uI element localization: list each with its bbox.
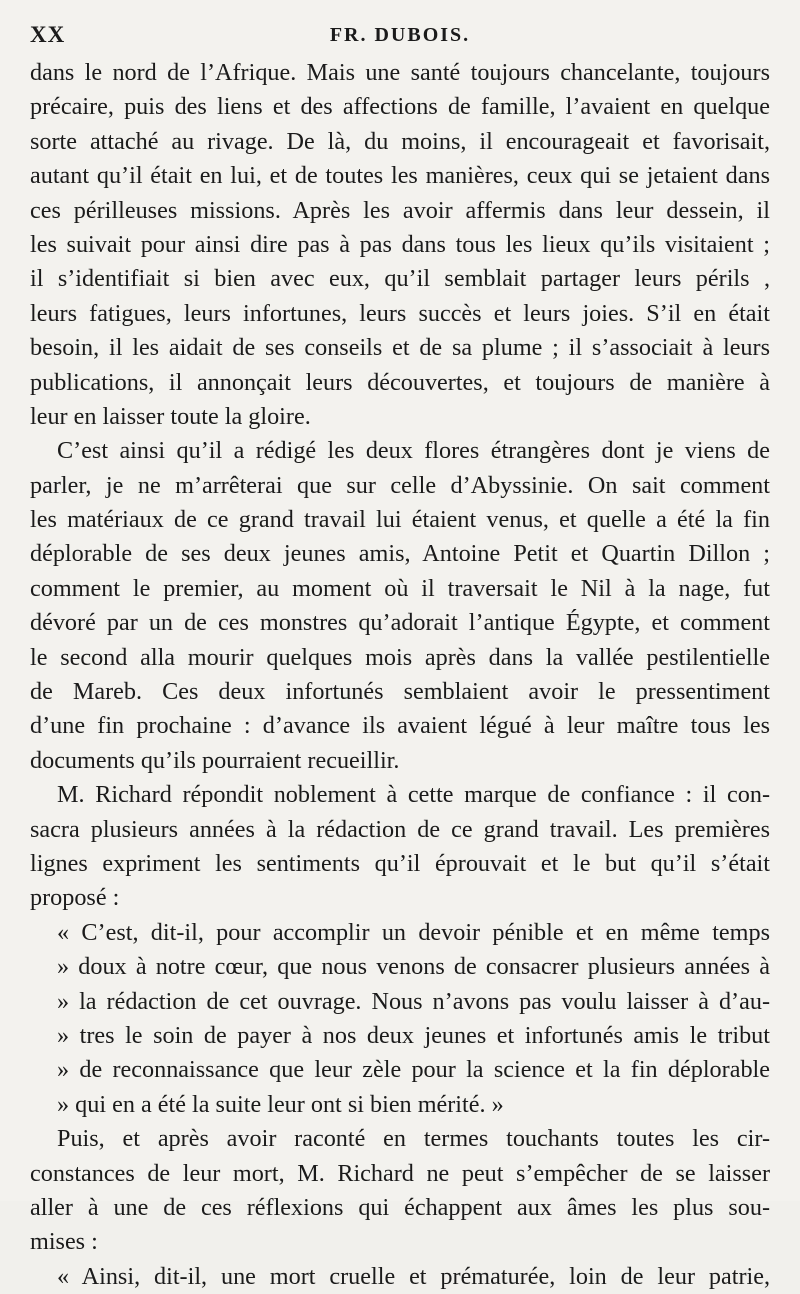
text-line: » tres le soin de payer à nos deux jeunes et infortunés amis le tribut (57, 1021, 770, 1049)
text-line: mises : (30, 1228, 98, 1256)
text-line: déplorable de ses deux jeunes amis, Antoine Petit et Quartin Dillon ; (30, 540, 770, 568)
text-line: « C’est, dit-il, pour accomplir un devoir pénible et en même temps (57, 918, 770, 946)
text-line: autant qu’il était en lui, et de toutes les manières, ceux qui se jetaient dans (30, 162, 770, 190)
page-number: XX (30, 22, 66, 47)
text-line: « Ainsi, dit-il, une mort cruelle et prématurée, loin de leur patrie, (57, 1262, 770, 1290)
text-line: Puis, et après avoir raconté en termes touchants toutes les cir- (57, 1125, 770, 1153)
text-line: d’une fin prochaine : d’avance ils avaient légué à leur maître tous les (30, 712, 770, 740)
text-line: proposé : (30, 884, 120, 912)
text-line: le second alla mourir quelques mois après dans la vallée pestilentielle (30, 643, 770, 671)
running-title: FR. DUBOIS. (329, 24, 471, 46)
text-line: dévoré par un de ces monstres qu’adorait l’antique Égypte, et comment (30, 609, 770, 637)
body-text (30, 56, 770, 1294)
text-line: lignes expriment les sentiments qu’il éprouvait et le but qu’il s’était (30, 849, 770, 877)
text-line: les suivait pour ainsi dire pas à pas dans tous les lieux qu’ils visitaient ; (30, 230, 770, 258)
text-line: » de reconnaissance que leur zèle pour la science et la fin déplorable (57, 1056, 770, 1084)
text-line: comment le premier, au moment où il traversait le Nil à la nage, fut (30, 574, 770, 602)
text-line: » doux à notre cœur, que nous venons de consacrer plusieurs années à (57, 953, 770, 981)
text-line: sorte attaché au rivage. De là, du moins, il encourageait et favorisait, (30, 127, 770, 155)
text-line: besoin, il les aidait de ses conseils et de sa plume ; il s’associait à leurs (30, 334, 770, 362)
text-line: parler, je ne m’arrêterai que sur celle d’Abyssinie. On sait comment (30, 471, 770, 499)
text-line: constances de leur mort, M. Richard ne peut s’empêcher de se laisser (30, 1159, 770, 1187)
text-line: les matériaux de ce grand travail lui étaient venus, et quelle a été la fin (30, 506, 770, 534)
text-line: dans le nord de l’Afrique. Mais une santé toujours chancelante, toujours (30, 59, 770, 86)
text-line: de Mareb. Ces deux infortunés semblaient avoir le pressentiment (30, 678, 770, 706)
text-line: ces périlleuses missions. Après les avoir affermis dans leur dessein, il (30, 196, 770, 224)
page-header (30, 22, 770, 56)
text-line: documents qu’ils pourraient recueillir. (30, 746, 400, 774)
text-line: leurs fatigues, leurs infortunes, leurs succès et leurs joies. S’il en était (30, 299, 770, 327)
text-line: précaire, puis des liens et des affections de famille, l’avaient en quelque (30, 93, 770, 121)
text-line: M. Richard répondit noblement à cette marque de confiance : il con- (57, 781, 770, 809)
text-line: il s’identifiait si bien avec eux, qu’il semblait partager leurs périls , (30, 265, 770, 293)
text-line: publications, il annonçait leurs découvertes, et toujours de manière à (30, 368, 770, 396)
text-line: » la rédaction de cet ouvrage. Nous n’avons pas voulu laisser à d’au- (57, 987, 770, 1015)
text-line: leur en laisser toute la gloire. (30, 402, 311, 430)
text-line: aller à une de ces réflexions qui échappent aux âmes les plus sou- (30, 1193, 770, 1221)
text-line: » qui en a été la suite leur ont si bien mérité. » (57, 1090, 504, 1118)
text-line: sacra plusieurs années à la rédaction de ce grand travail. Les premières (30, 815, 770, 843)
text-line: C’est ainsi qu’il a rédigé les deux flores étrangères dont je viens de (57, 437, 770, 465)
